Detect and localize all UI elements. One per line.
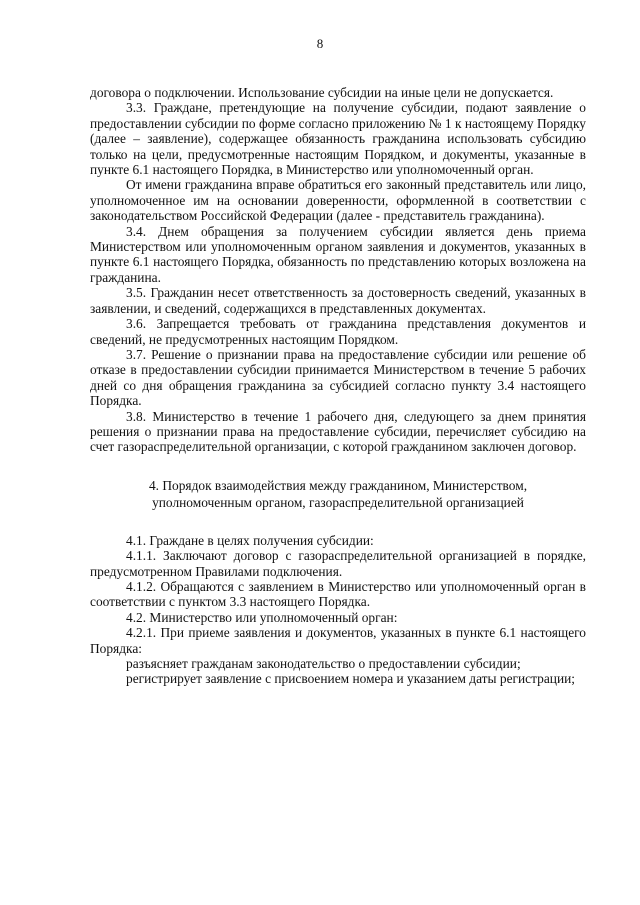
paragraph-3-4: 3.4. Днем обращения за получением субсидии является день приема Министерством или уполномоченным органом заявления и документов, указанных в пункте 6.1 настоящего Порядка, обязанность по представлению которых возложена на гражданина.: [90, 223, 586, 285]
paragraph-3-6: 3.6. Запрещается требовать от гражданина представления документов и сведений, не предусмотренных настоящим Порядком.: [90, 316, 586, 347]
section-heading-line-2: уполномоченным органом, газораспределительной организацией: [152, 494, 524, 510]
paragraph-explains: разъясняет гражданам законодательство о предоставлении субсидии;: [126, 656, 521, 671]
paragraph-4-2: 4.2. Министерство или уполномоченный орган:: [126, 609, 398, 625]
paragraph-4-1-1: 4.1.1. Заключают договор с газораспределительной организацией в порядке, предусмотренном Правилами подключения.: [90, 548, 586, 579]
paragraph-continuation: договора о подключении. Использование субсидии на иные цели не допускается.: [90, 85, 554, 100]
paragraph-4-2-1: 4.2.1. При приеме заявления и документов, указанных в пункте 6.1 настоящего Порядка:: [90, 625, 586, 656]
paragraph-4-1: 4.1. Граждане в целях получения субсидии:: [126, 532, 374, 548]
paragraph-representative: От имени гражданина вправе обратиться его законный представитель или лицо, уполномоченное им на основании доверенности, оформленной в соответствии с законодательством Российской Федерации (далее - представитель гражданина).: [90, 177, 586, 224]
document-body: [90, 85, 586, 687]
section-heading-line-1: 4. Порядок взаимодействия между гражданином, Министерством,: [148, 477, 528, 493]
paragraph-3-7: 3.7. Решение о признании права на предоставление субсидии или решение об отказе в предоставлении субсидии принимается Министерством в течение 5 рабочих дней со дня обращения гражданина за субсидией согласно пункту 3.4 настоящего Порядка.: [90, 346, 586, 409]
page-number: 8: [316, 36, 324, 51]
section-heading-4: [90, 477, 586, 511]
paragraph-3-3: 3.3. Граждане, претендующие на получение субсидии, подают заявление о предоставлении субсидии по форме согласно приложению № 1 к настоящему Порядку (далее – заявление), содержащее обязанность гражданина использовать субсидию только на цели, предусмотренные настоящим Порядком, и документы, указанные в пункте 6.1 настоящего Порядка, в Министерство или уполномоченный орган.: [90, 100, 586, 178]
paragraph-registers: регистрирует заявление с присвоением номера и указанием даты регистрации;: [126, 671, 575, 687]
paragraph-4-1-2: 4.1.2. Обращаются с заявлением в Министерство или уполномоченный орган в соответствии с пунктом 3.3 настоящего Порядка.: [90, 578, 586, 610]
paragraph-3-5: 3.5. Гражданин несет ответственность за достоверность сведений, указанных в заявлении, и сведений, содержащихся в представленных документах.: [90, 285, 586, 316]
paragraph-3-8: 3.8. Министерство в течение 1 рабочего дня, следующего за днем принятия решения о признании права на предоставление субсидии, перечисляет субсидию на счет газораспределительной организации, с которой гражданином заключен договор.: [90, 408, 586, 455]
